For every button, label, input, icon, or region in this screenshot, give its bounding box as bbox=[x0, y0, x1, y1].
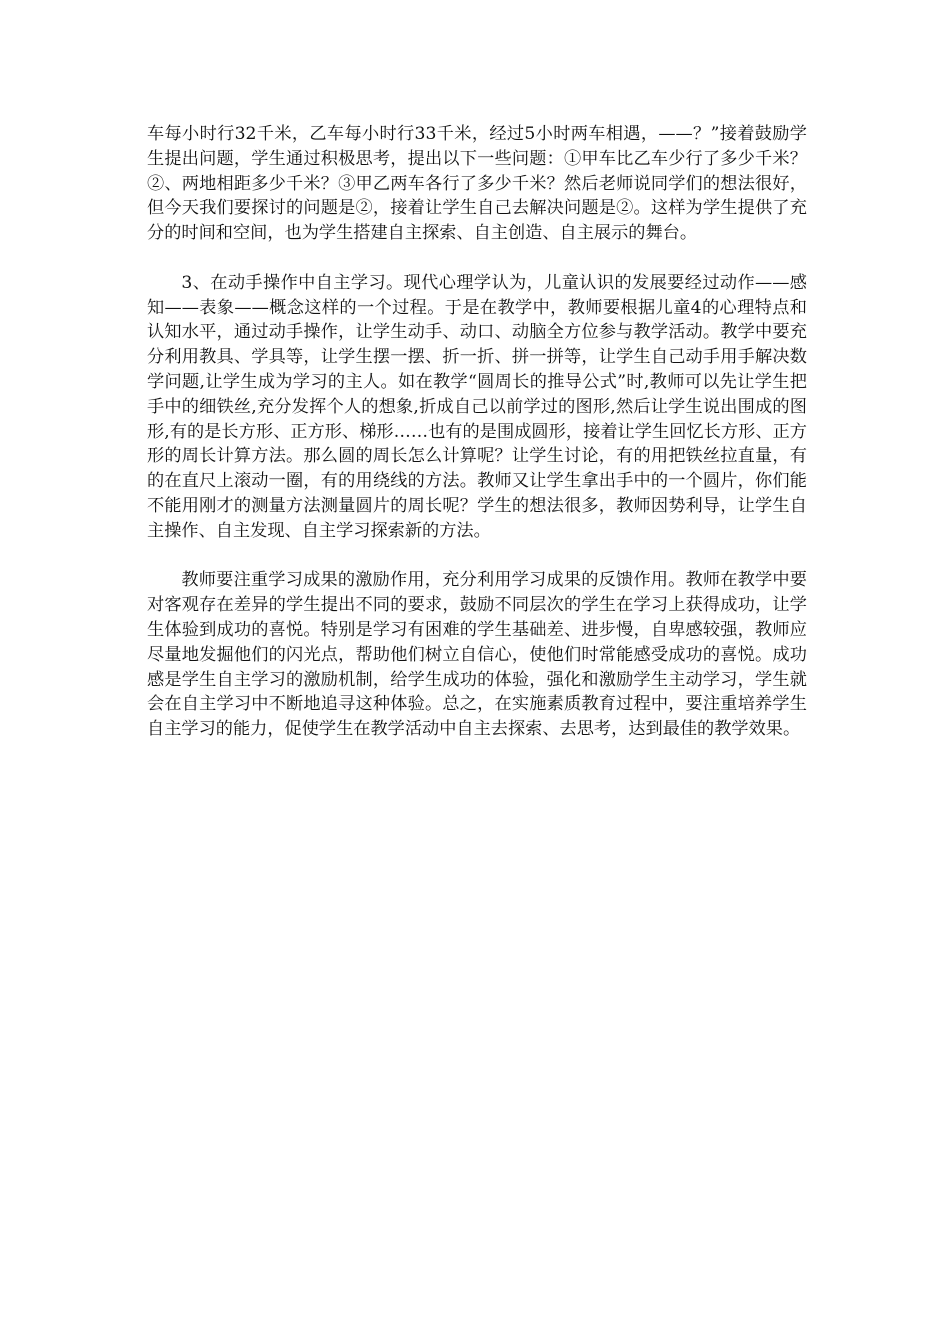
paragraph-motivation-conclusion: 教师要注重学习成果的激励作用，充分利用学习成果的反馈作用。教师在教学中要对客观存在差异的学生提出不同的要求，鼓励不同层次的学生在学习上获得成功，让学生体验到成功的喜悦。特别是学习有困难的学生基础差、进步慢，自卑感较强，教师应尽量地发掘他们的闪光点，帮助他们树立自信心，使他们时常能感受成功的喜悦。成功感是学生自主学习的激励机制，给学生成功的体验，强化和激励学生主动学习，学生就会在自主学习中不断地追寻这种体验。总之，在实施素质教育过程中，要注重培养学生自主学习的能力，促使学生在教学活动中自主去探索、去思考，达到最佳的教学效果。 bbox=[147, 570, 807, 740]
document-body bbox=[147, 122, 807, 767]
paragraph-intro-continuation: 车每小时行32千米，乙车每小时行33千米，经过5小时两车相遇，——？”接着鼓励学生提出问题，学生通过积极思考，提出以下一些问题：①甲车比乙车少行了多少千米？②、两地相距多少千米？③甲乙两车各行了多少千米？然后老师说同学们的想法很好，但今天我们要探讨的问题是②，接着让学生自己去解决问题是②。这样为学生提供了充分的时间和空间，也为学生搭建自主探索、自主创造、自主展示的舞台。 bbox=[147, 124, 807, 244]
paragraph-hands-on-learning: 3、在动手操作中自主学习。现代心理学认为，儿童认识的发展要经过动作——感知——表象——概念这样的一个过程。于是在教学中，教师要根据儿童4的心理特点和认知水平，通过动手操作，让学生动手、动口、动脑全方位参与教学活动。教学中要充分利用教具、学具等，让学生摆一摆、折一折、拼一拼等，让学生自己动手用手解决数学问题,让学生成为学习的主人。如在教学“圆周长的推导公式”时,教师可以先让学生把手中的细铁丝,充分发挥个人的想象,折成自己以前学过的图形,然后让学生说出围成的图形,有的是长方形、正方形、梯形……也有的是围成圆形，接着让学生回忆长方形、正方形的周长计算方法。那么圆的周长怎么计算呢？让学生讨论，有的用把铁丝拉直量，有的在直尺上滚动一圈，有的用绕线的方法。教师又让学生拿出手中的一个圆片，你们能不能用刚才的测量方法测量圆片的周长呢？学生的想法很多，教师因势利导，让学生自主操作、自主发现、自主学习探索新的方法。 bbox=[147, 272, 807, 541]
